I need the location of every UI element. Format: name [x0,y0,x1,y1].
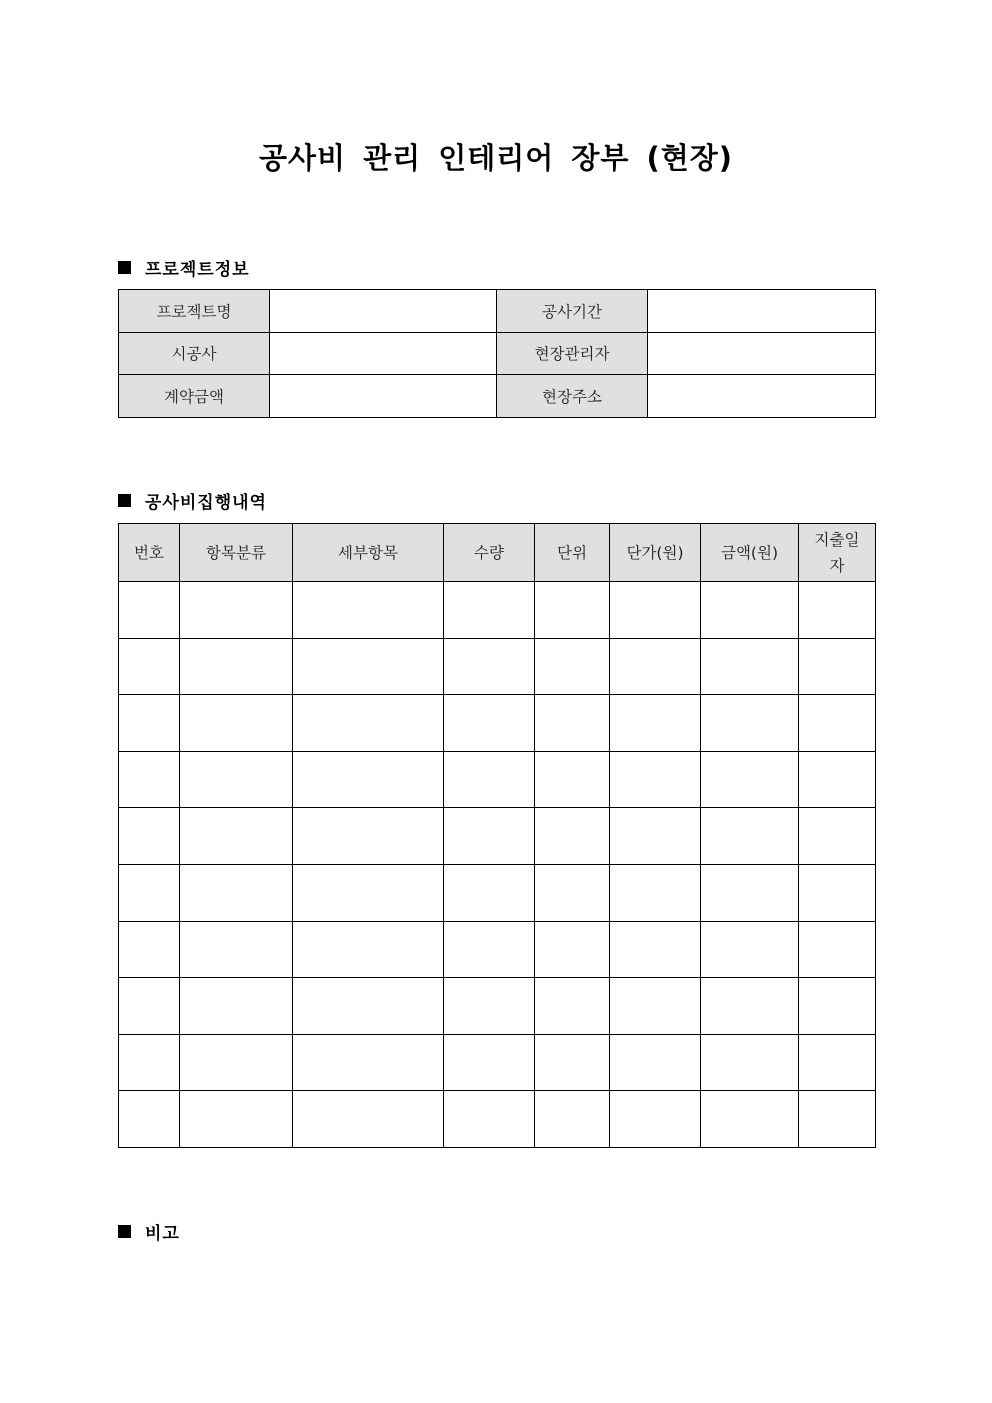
table-row [119,582,876,639]
cell-number[interactable] [119,978,180,1035]
project-info-row [119,332,876,375]
cell-amount[interactable] [701,864,799,921]
cell-quantity[interactable] [444,1034,535,1091]
cell-expense-date[interactable] [799,582,876,639]
column-header-category: 항목분류 [180,524,293,582]
table-row [119,638,876,695]
column-header-quantity: 수량 [444,524,535,582]
cell-category[interactable] [180,695,293,752]
section-heading-label: 비고 [145,1224,180,1244]
cell-number[interactable] [119,864,180,921]
project-info-table [118,289,876,418]
cell-amount[interactable] [701,751,799,808]
cell-amount[interactable] [701,582,799,639]
cell-quantity[interactable] [444,808,535,865]
cell-number[interactable] [119,921,180,978]
cell-unit[interactable] [535,978,610,1035]
cell-number[interactable] [119,638,180,695]
site-manager-label: 현장관리자 [497,332,648,375]
project-info-row [119,290,876,333]
cell-amount[interactable] [701,978,799,1035]
cell-unit-price[interactable] [610,582,701,639]
expense-table-header-row [119,524,876,582]
cell-category[interactable] [180,808,293,865]
cell-quantity[interactable] [444,921,535,978]
cell-unit-price[interactable] [610,978,701,1035]
cell-expense-date[interactable] [799,1034,876,1091]
cell-category[interactable] [180,978,293,1035]
column-header-unit-price: 단가(원) [610,524,701,582]
cell-detail-item[interactable] [293,808,444,865]
cell-unit-price[interactable] [610,1091,701,1148]
square-bullet-icon [118,261,131,274]
cell-quantity[interactable] [444,582,535,639]
cell-category[interactable] [180,751,293,808]
table-row [119,921,876,978]
cell-unit[interactable] [535,808,610,865]
cell-category[interactable] [180,864,293,921]
cell-amount[interactable] [701,695,799,752]
table-row [119,695,876,752]
cell-number[interactable] [119,751,180,808]
site-manager-field[interactable] [648,332,876,375]
cell-detail-item[interactable] [293,638,444,695]
cell-unit[interactable] [535,1034,610,1091]
cell-number[interactable] [119,1034,180,1091]
expense-table [118,523,876,1148]
cell-amount[interactable] [701,921,799,978]
cell-amount[interactable] [701,638,799,695]
cell-quantity[interactable] [444,978,535,1035]
table-row [119,864,876,921]
cell-expense-date[interactable] [799,751,876,808]
cell-number[interactable] [119,808,180,865]
cell-detail-item[interactable] [293,921,444,978]
cell-quantity[interactable] [444,751,535,808]
table-row [119,978,876,1035]
cell-unit-price[interactable] [610,808,701,865]
project-info-row [119,375,876,418]
cell-amount[interactable] [701,1034,799,1091]
site-address-field[interactable] [648,375,876,418]
cell-unit-price[interactable] [610,864,701,921]
contractor-field[interactable] [270,332,497,375]
section-heading-label: 프로젝트정보 [145,260,250,280]
cell-quantity[interactable] [444,695,535,752]
square-bullet-icon [118,1225,131,1238]
cell-expense-date[interactable] [799,978,876,1035]
cell-category[interactable] [180,582,293,639]
cell-detail-item[interactable] [293,751,444,808]
cell-number[interactable] [119,582,180,639]
notes-content[interactable] [118,1250,875,1370]
cell-unit[interactable] [535,638,610,695]
column-header-number: 번호 [119,524,180,582]
site-address-label: 현장주소 [497,375,648,418]
cell-detail-item[interactable] [293,864,444,921]
cell-expense-date[interactable] [799,638,876,695]
construction-period-label: 공사기간 [497,290,648,333]
expense-table-body [119,582,876,1148]
cell-unit[interactable] [535,751,610,808]
cell-expense-date[interactable] [799,1091,876,1148]
cell-unit[interactable] [535,864,610,921]
cell-quantity[interactable] [444,1091,535,1148]
cell-unit-price[interactable] [610,695,701,752]
cell-unit-price[interactable] [610,921,701,978]
cell-unit-price[interactable] [610,751,701,808]
cell-category[interactable] [180,1091,293,1148]
cell-unit[interactable] [535,695,610,752]
cell-unit[interactable] [535,1091,610,1148]
cell-expense-date[interactable] [799,808,876,865]
project-name-field[interactable] [270,290,497,333]
cell-amount[interactable] [701,808,799,865]
cell-category[interactable] [180,1034,293,1091]
cell-category[interactable] [180,921,293,978]
section-heading-project-info [118,255,250,280]
cell-expense-date[interactable] [799,864,876,921]
column-header-unit: 단위 [535,524,610,582]
column-header-expense-date: 지출일자 [799,524,876,582]
cell-detail-item[interactable] [293,582,444,639]
cell-detail-item[interactable] [293,978,444,1035]
table-row [119,1091,876,1148]
table-row [119,1034,876,1091]
column-header-detail-item: 세부항목 [293,524,444,582]
cell-detail-item[interactable] [293,1034,444,1091]
table-row [119,808,876,865]
contract-amount-label: 계약금액 [119,375,270,418]
cell-amount[interactable] [701,1091,799,1148]
section-heading-expense-details [118,488,267,513]
cell-unit[interactable] [535,921,610,978]
square-bullet-icon [118,494,131,507]
section-heading-notes [118,1219,180,1244]
table-row [119,751,876,808]
section-heading-label: 공사비집행내역 [145,493,267,513]
cell-detail-item[interactable] [293,695,444,752]
cell-expense-date[interactable] [799,921,876,978]
column-header-amount: 금액(원) [701,524,799,582]
construction-period-field[interactable] [648,290,876,333]
contract-amount-field[interactable] [270,375,497,418]
contractor-label: 시공사 [119,332,270,375]
document-title: 공사비 관리 인테리어 장부 (현장) [258,141,734,175]
cell-number[interactable] [119,1091,180,1148]
cell-unit-price[interactable] [610,638,701,695]
cell-unit[interactable] [535,582,610,639]
cell-expense-date[interactable] [799,695,876,752]
cell-quantity[interactable] [444,638,535,695]
cell-number[interactable] [119,695,180,752]
cell-unit-price[interactable] [610,1034,701,1091]
cell-detail-item[interactable] [293,1091,444,1148]
cell-quantity[interactable] [444,864,535,921]
cell-category[interactable] [180,638,293,695]
project-name-label: 프로젝트명 [119,290,270,333]
